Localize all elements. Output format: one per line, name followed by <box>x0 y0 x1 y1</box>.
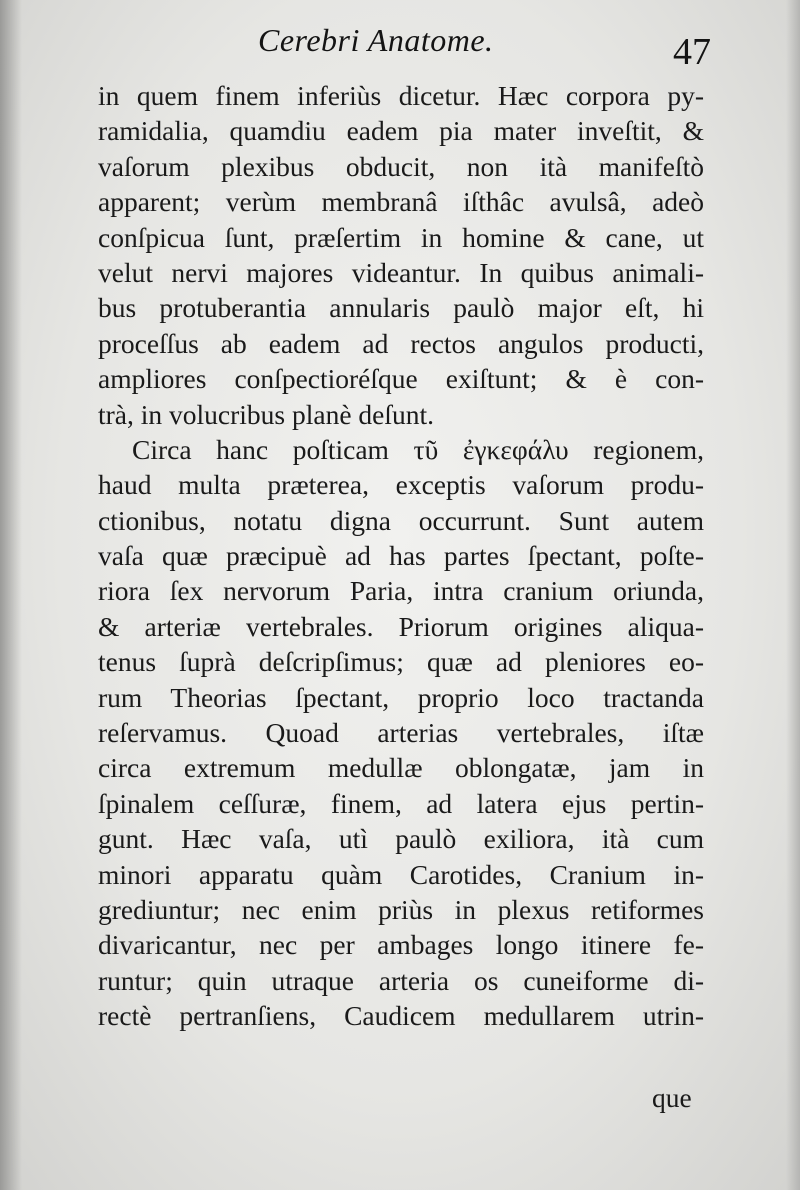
text-line-14: vaſa quæ præcipuè ad has partes ſpectant, poſte- <box>98 540 704 572</box>
body-text <box>98 78 704 1034</box>
text-line-19: reſervamus. Quoad arterias vertebrales, iſtæ <box>98 717 704 749</box>
catchword: que <box>652 1082 692 1113</box>
text-line-6: velut nervi majores videantur. In quibus animali- <box>98 256 704 288</box>
text-line-9: ampliores conſpectioréſque exiſtunt; & è con- <box>98 363 704 395</box>
text-line-1: in quem finem inferiùs dicetur. Hæc corpora py- <box>98 80 704 111</box>
text-line-13: ctionibus, notatu digna occurrunt. Sunt autem <box>98 504 704 536</box>
text-line-16: & arteriæ vertebrales. Priorum origines aliqua- <box>98 610 704 642</box>
page-edge-shadow-left <box>0 0 22 1190</box>
text-line-21: ſpinalem ceſſuræ, finem, ad latera ejus pertin- <box>98 787 704 819</box>
text-line-4: apparent; verùm membranâ iſthâc avulsâ, adeò <box>98 186 704 218</box>
text-line-26: runtur; quin utraque arteria os cuneiforme di- <box>98 964 704 996</box>
page-edge-shadow-right <box>786 0 800 1190</box>
text-line-20: circa extremum medullæ oblongatæ, jam in <box>98 752 704 784</box>
text-line-27: rectè pertranſiens, Caudicem medullarem utrin- <box>98 1000 704 1032</box>
text-line-7: bus protuberantia annularis paulò major eſt, hi <box>98 292 704 324</box>
running-head: Cerebri Anatome. <box>258 22 494 58</box>
text-line-11: Circa hanc poſticam τῦ ἐγκεφάλυ regionem, <box>132 433 704 465</box>
text-line-24: grediuntur; nec enim priùs in plexus retiformes <box>98 893 704 925</box>
text-line-5: conſpicua ſunt, præſertim in homine & cane, ut <box>98 221 704 253</box>
text-line-15: riora ſex nervorum Paria, intra cranium oriunda, <box>98 575 704 607</box>
text-line-23: minori apparatu quàm Carotides, Cranium in- <box>98 858 704 890</box>
text-line-25: divaricantur, nec per ambages longo itinere fe- <box>98 929 704 961</box>
text-line-2: ramidalia, quamdiu eadem pia mater inveſtit, & <box>98 115 704 147</box>
text-line-22: gunt. Hæc vaſa, utì paulò exiliora, ità cum <box>98 823 704 855</box>
text-line-8: proceſſus ab eadem ad rectos angulos producti, <box>98 327 704 359</box>
text-line-3: vaſorum plexibus obducit, non ità manifeſtò <box>98 150 704 182</box>
text-line-12: haud multa præterea, exceptis vaſorum produ- <box>98 469 704 501</box>
text-line-17: tenus ſuprà deſcripſimus; quæ ad pleniores eo- <box>98 646 704 678</box>
text-line-18: rum Theorias ſpectant, proprio loco tractanda <box>98 681 704 713</box>
page-number: 47 <box>673 31 711 73</box>
text-line-10: trà, in volucribus planè deſunt. <box>98 398 435 430</box>
